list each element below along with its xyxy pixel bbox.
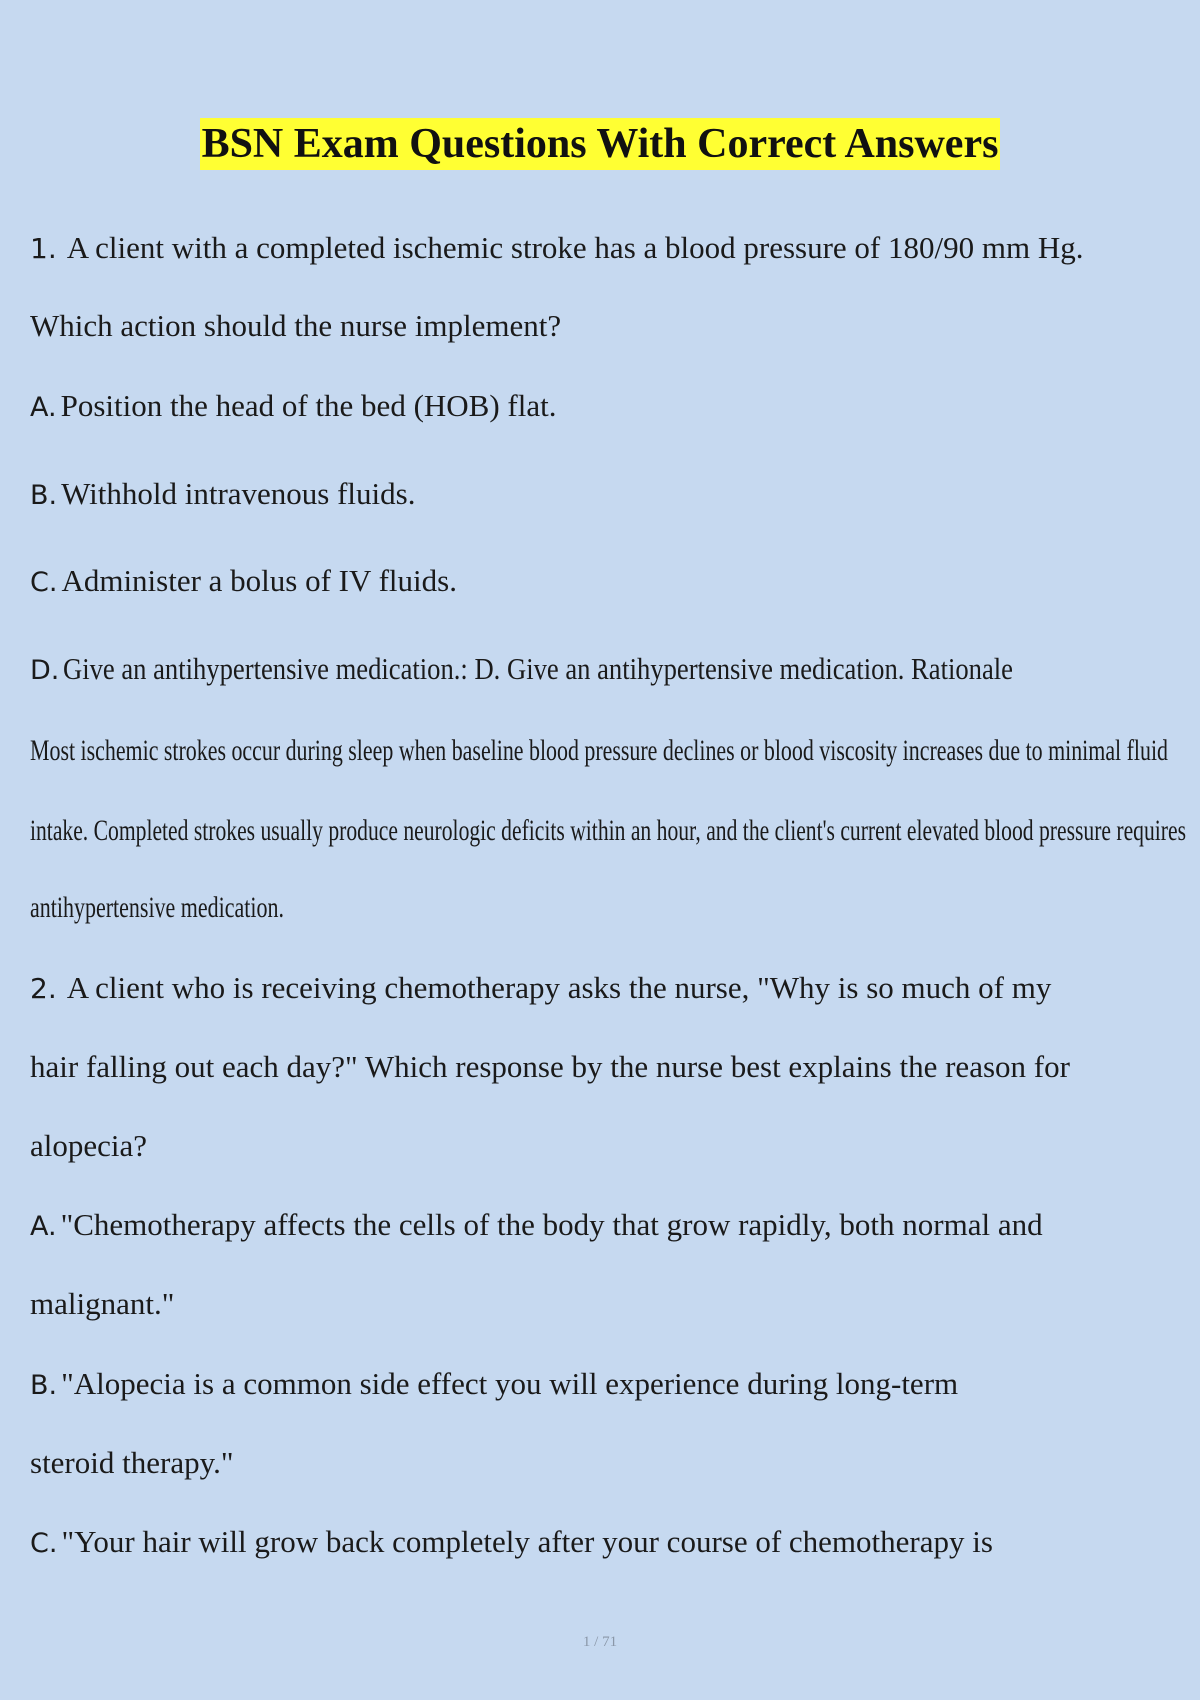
q1-stem-text-1: A client with a completed ischemic stroke has a blood pressure of 180/90 mm Hg. — [66, 230, 1084, 265]
q1-option-a — [30, 386, 556, 428]
q2-option-a-text: "Chemotherapy affects the cells of the body that grow rapidly, both normal and — [60, 1207, 1043, 1242]
q2-stem-text-1: A client who is receiving chemotherapy asks the nurse, "Why is so much of my — [66, 970, 1052, 1005]
q1-rationale-line-2 — [30, 811, 1200, 851]
q1-rationale-text-3: antihypertensive medication. — [30, 891, 284, 924]
q1-option-d-letter: D. — [30, 655, 60, 686]
q1-option-c-text: Administer a bolus of IV fluids. — [61, 563, 457, 598]
q1-number: 1. — [30, 232, 57, 265]
q1-option-d-text: Give an antihypertensive medication.: D. Give an antihypertensive medication. Rationale — [63, 651, 1014, 686]
q2-option-b-continued: steroid therapy." — [30, 1445, 234, 1480]
q1-option-a-letter: A. — [30, 392, 57, 423]
q1-option-c — [30, 561, 457, 603]
q1-stem-line-2: Which action should the nurse implement? — [30, 308, 562, 343]
q1-rationale-text-1: Most ischemic strokes occur during sleep when baseline blood pressure declines or blood viscosity increases due to minimal fluid — [30, 734, 1168, 767]
q2-option-a-letter: A. — [30, 1211, 57, 1242]
q2-option-b — [30, 1364, 958, 1406]
q1-option-b-letter: B. — [30, 480, 58, 511]
title-container — [0, 118, 1200, 170]
q2-option-b-letter: B. — [30, 1370, 58, 1401]
q2-stem-line-2 — [30, 1047, 1070, 1087]
q2-number: 2. — [30, 972, 57, 1005]
q2-option-b-text: "Alopecia is a common side effect you will experience during long-term — [61, 1366, 959, 1401]
document-title: BSN Exam Questions With Correct Answers — [200, 118, 1001, 170]
q2-option-c-text: "Your hair will grow back completely after your course of chemotherapy is — [61, 1524, 993, 1559]
q1-rationale-line-3 — [30, 888, 377, 928]
q1-rationale-text-2: intake. Completed strokes usually produce neurologic deficits within an hour, and the client's current elevated blood pressure requires — [30, 814, 1186, 847]
q1-option-d — [30, 649, 1170, 691]
q2-option-c-letter: C. — [30, 1528, 58, 1559]
q2-option-a-continued: malignant." — [30, 1286, 175, 1321]
q1-rationale-line-1 — [30, 731, 1200, 771]
q1-stem-line-1 — [30, 228, 1083, 269]
q2-option-c — [30, 1522, 993, 1564]
q1-option-b — [30, 474, 415, 516]
q1-option-a-text: Position the head of the bed (HOB) flat. — [60, 388, 557, 423]
q2-option-a — [30, 1205, 1043, 1247]
q2-stem-line-3: alopecia? — [30, 1128, 148, 1163]
q2-stem-text-2: hair falling out each day?" Which response by the nurse best explains the reason for — [30, 1049, 1070, 1084]
q1-option-c-letter: C. — [30, 567, 58, 598]
page-indicator: 1 / 71 — [582, 1634, 618, 1650]
q1-option-b-text: Withhold intravenous fluids. — [61, 476, 416, 511]
q2-stem-line-1 — [30, 968, 1051, 1009]
